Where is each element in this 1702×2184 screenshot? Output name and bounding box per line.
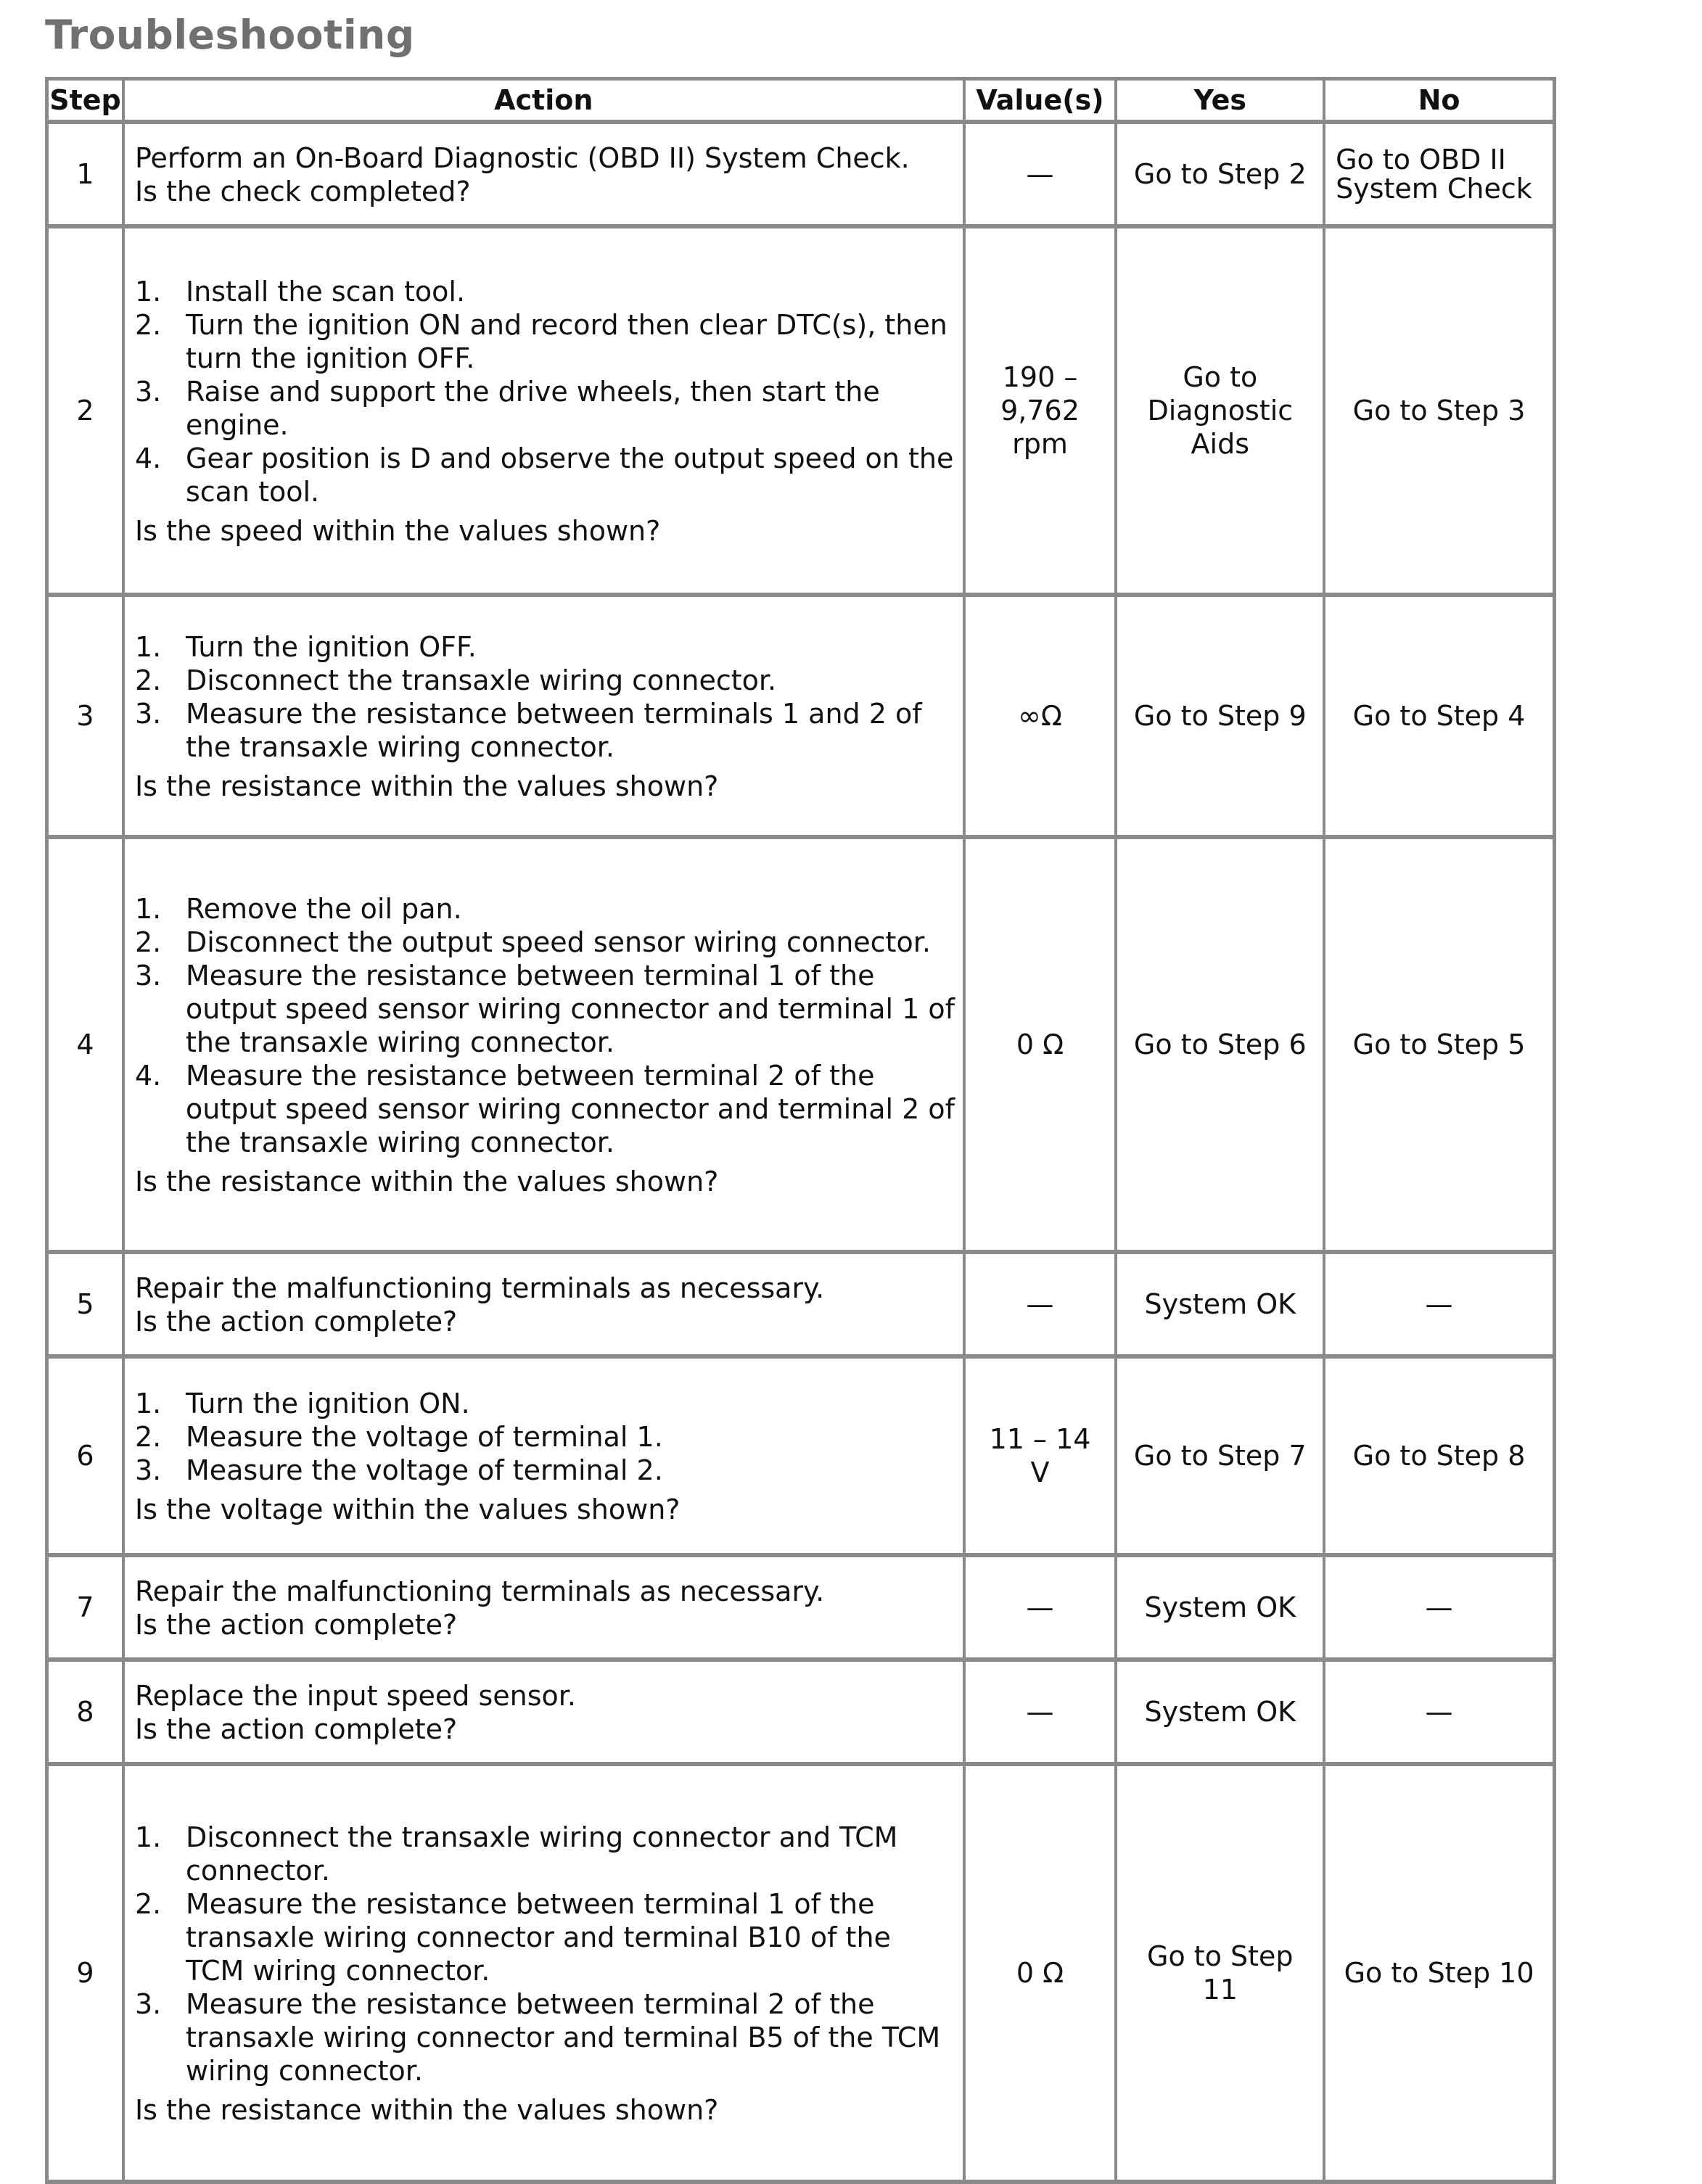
action-step-item [135,1887,957,1987]
action-step-item [135,308,957,375]
table-row [49,1359,1553,1557]
action-question: Is the resistance within the values shown? [134,770,719,802]
step-number-cell-text: 3 [76,700,94,732]
action-step-number: 3. [134,698,162,730]
action-step-item [135,1420,957,1454]
value-cell-text: 0 Ω [1016,1029,1064,1060]
yes-cell [1117,1662,1325,1766]
action-step-text: Measure the resistance between terminal 2 of the transaxle wiring connector and terminal B5 of the TCM wiring connector. [185,1988,941,2087]
action-text: Repair the malfunctioning terminals as necessary. [134,1575,825,1607]
value-cell [966,228,1118,597]
action-step-number: 2. [134,1888,162,1920]
step-number-cell [49,1254,125,1359]
no-cell [1325,1557,1553,1662]
action-step-item [135,275,957,308]
action-text: Replace the input speed sensor. [134,1680,577,1712]
action-step-number: 3. [134,960,162,992]
action-step-item [135,926,957,959]
value-cell [966,1254,1118,1359]
action-text: Is the action complete? [134,1609,458,1641]
action-step-number: 3. [134,376,162,408]
action-step-item [135,630,957,664]
action-cell [125,839,966,1254]
action-step-text: Turn the ignition ON. [185,1388,470,1419]
action-step-item [135,664,957,697]
action-step-text: Turn the ignition OFF. [185,631,477,663]
value-cell-text: — [1026,1288,1054,1320]
action-step-text: Disconnect the transaxle wiring connector and TCM connector. [185,1821,898,1887]
value-cell-text: 0 Ω [1016,1957,1064,1989]
value-cell-text: 190 – 9,762 rpm [1000,361,1080,460]
action-cell [125,1766,966,2184]
table-row [49,597,1553,839]
no-cell-text: Go to Step 5 [1352,1029,1526,1060]
no-cell-text: — [1425,1288,1453,1320]
no-cell [1325,597,1553,839]
action-step-number: 1. [134,1821,162,1853]
action-step-text: Install the scan tool. [185,276,466,308]
action-step-number: 2. [134,309,162,341]
page-title: Troubleshooting [45,12,415,58]
action-question: Is the speed within the values shown? [134,515,661,547]
step-number-cell-text: 4 [76,1029,94,1060]
action-text: Is the check completed? [134,176,471,207]
yes-cell [1117,839,1325,1254]
action-step-text: Turn the ignition ON and record then clear DTC(s), then turn the ignition OFF. [185,309,947,374]
yes-cell [1117,1254,1325,1359]
action-step-text: Disconnect the transaxle wiring connector. [185,664,777,696]
step-number-cell-text: 8 [76,1696,94,1728]
no-cell-text: Go to Step 8 [1352,1440,1526,1472]
table-body [49,124,1553,2184]
step-number-cell [49,1662,125,1766]
action-step-item [135,892,957,926]
step-number-cell [49,597,125,839]
yes-cell-text: Go to Diagnostic Aids [1147,361,1294,460]
no-cell [1325,1254,1553,1359]
header-yes: Yes [1117,81,1325,124]
step-number-cell-text: 1 [76,158,94,190]
value-cell [966,1557,1118,1662]
action-step-number: 2. [134,1421,162,1453]
table-row [49,1766,1553,2184]
header-values: Value(s) [966,81,1118,124]
action-step-text: Measure the resistance between terminal 1 of the output speed sensor wiring connector and terminal 1 of the transaxle wiring connector. [185,960,955,1058]
value-cell-text: — [1026,158,1054,190]
yes-cell [1117,1766,1325,2184]
action-cell [125,1254,966,1359]
action-step-number: 2. [134,926,162,958]
action-step-number: 1. [134,893,162,925]
table-row [49,1662,1553,1766]
value-cell [966,1359,1118,1557]
no-cell [1325,839,1553,1254]
action-text: Is the action complete? [134,1713,458,1745]
step-number-cell-text: 7 [76,1591,94,1623]
step-number-cell-text: 9 [76,1957,94,1989]
action-step-item [135,1454,957,1487]
value-cell [966,124,1118,228]
no-cell [1325,1662,1553,1766]
yes-cell-text: System OK [1144,1591,1296,1623]
action-step-number: 2. [134,664,162,696]
no-cell-text: Go to OBD II System Check [1336,144,1532,205]
action-question: Is the voltage within the values shown? [134,1493,681,1525]
no-cell-text: Go to Step 3 [1352,395,1526,427]
value-cell [966,597,1118,839]
yes-cell-text: System OK [1144,1288,1296,1320]
step-number-cell-text: 5 [76,1288,94,1320]
step-number-cell [49,839,125,1254]
header-no: No [1325,81,1553,124]
action-step-text: Disconnect the output speed sensor wiring connector. [185,926,931,958]
table-row [49,1557,1553,1662]
header-step: Step [49,81,125,124]
action-step-list [135,275,957,508]
action-step-list [135,892,957,1159]
action-step-list [135,1387,957,1487]
table-header-row [49,81,1553,124]
yes-cell-text: Go to Step 7 [1133,1440,1307,1472]
troubleshooting-table [45,77,1556,2184]
action-step-item [135,1821,957,1887]
no-cell-text: Go to Step 4 [1352,700,1526,732]
step-number-cell-text: 6 [76,1440,94,1472]
action-step-text: Measure the voltage of terminal 2. [185,1454,663,1486]
action-step-item [135,1059,957,1159]
value-cell-text: — [1026,1591,1054,1623]
value-cell-text: ∞Ω [1018,700,1062,732]
action-step-number: 1. [134,631,162,663]
action-step-list [135,1821,957,2088]
no-cell-text: — [1425,1696,1453,1728]
value-cell [966,1766,1118,2184]
action-step-number: 4. [134,442,162,474]
no-cell [1325,1359,1553,1557]
action-step-text: Remove the oil pan. [185,893,462,925]
action-text: Is the action complete? [134,1306,458,1338]
action-step-number: 1. [134,1388,162,1419]
yes-cell-text: Go to Step 2 [1133,158,1307,190]
value-cell-text: 11 – 14 V [989,1423,1091,1488]
action-step-item [135,697,957,764]
action-step-text: Gear position is D and observe the output speed on the scan tool. [185,442,954,508]
action-step-number: 3. [134,1988,162,2020]
action-step-text: Measure the resistance between terminals 1 and 2 of the transaxle wiring connector. [185,698,922,763]
yes-cell [1117,1359,1325,1557]
action-step-text: Measure the voltage of terminal 1. [185,1421,663,1453]
action-cell [125,1557,966,1662]
action-cell [125,1662,966,1766]
no-cell [1325,228,1553,597]
yes-cell-text: Go to Step 11 [1147,1940,1294,2006]
value-cell-text: — [1026,1696,1054,1728]
yes-cell [1117,597,1325,839]
action-step-number: 4. [134,1060,162,1092]
no-cell-text: — [1425,1591,1453,1623]
yes-cell-text: Go to Step 9 [1133,700,1307,732]
value-cell [966,839,1118,1254]
header-action: Action [125,81,966,124]
yes-cell-text: System OK [1144,1696,1296,1728]
action-step-item [135,1987,957,2088]
action-question: Is the resistance within the values shown? [134,1166,719,1198]
action-question: Is the resistance within the values shown? [134,2094,719,2126]
action-step-text: Measure the resistance between terminal 1 of the transaxle wiring connector and terminal B10 of the TCM wiring connector. [185,1888,891,1987]
yes-cell [1117,228,1325,597]
no-cell-text: Go to Step 10 [1344,1957,1534,1989]
step-number-cell-text: 2 [76,395,94,427]
action-cell [125,597,966,839]
yes-cell [1117,124,1325,228]
action-step-text: Measure the resistance between terminal 2 of the output speed sensor wiring connector and terminal 2 of the transaxle wiring connector. [185,1060,955,1158]
action-cell [125,124,966,228]
action-step-number: 1. [134,276,162,308]
action-text: Repair the malfunctioning terminals as necessary. [134,1272,825,1304]
step-number-cell [49,1557,125,1662]
yes-cell [1117,1557,1325,1662]
table-row [49,1254,1553,1359]
table-row [49,228,1553,597]
value-cell [966,1662,1118,1766]
action-cell [125,228,966,597]
action-cell [125,1359,966,1557]
yes-cell-text: Go to Step 6 [1133,1029,1307,1060]
action-step-item [135,375,957,442]
table-row [49,839,1553,1254]
action-step-item [135,1387,957,1420]
no-cell [1325,1766,1553,2184]
action-step-text: Raise and support the drive wheels, then start the engine. [185,376,880,441]
action-text: Perform an On-Board Diagnostic (OBD II) System Check. [134,142,910,174]
no-cell [1325,124,1553,228]
action-step-item [135,442,957,508]
step-number-cell [49,124,125,228]
step-number-cell [49,1766,125,2184]
action-step-number: 3. [134,1454,162,1486]
step-number-cell [49,1359,125,1557]
action-step-list [135,630,957,764]
action-step-item [135,959,957,1059]
table-row [49,124,1553,228]
step-number-cell [49,228,125,597]
